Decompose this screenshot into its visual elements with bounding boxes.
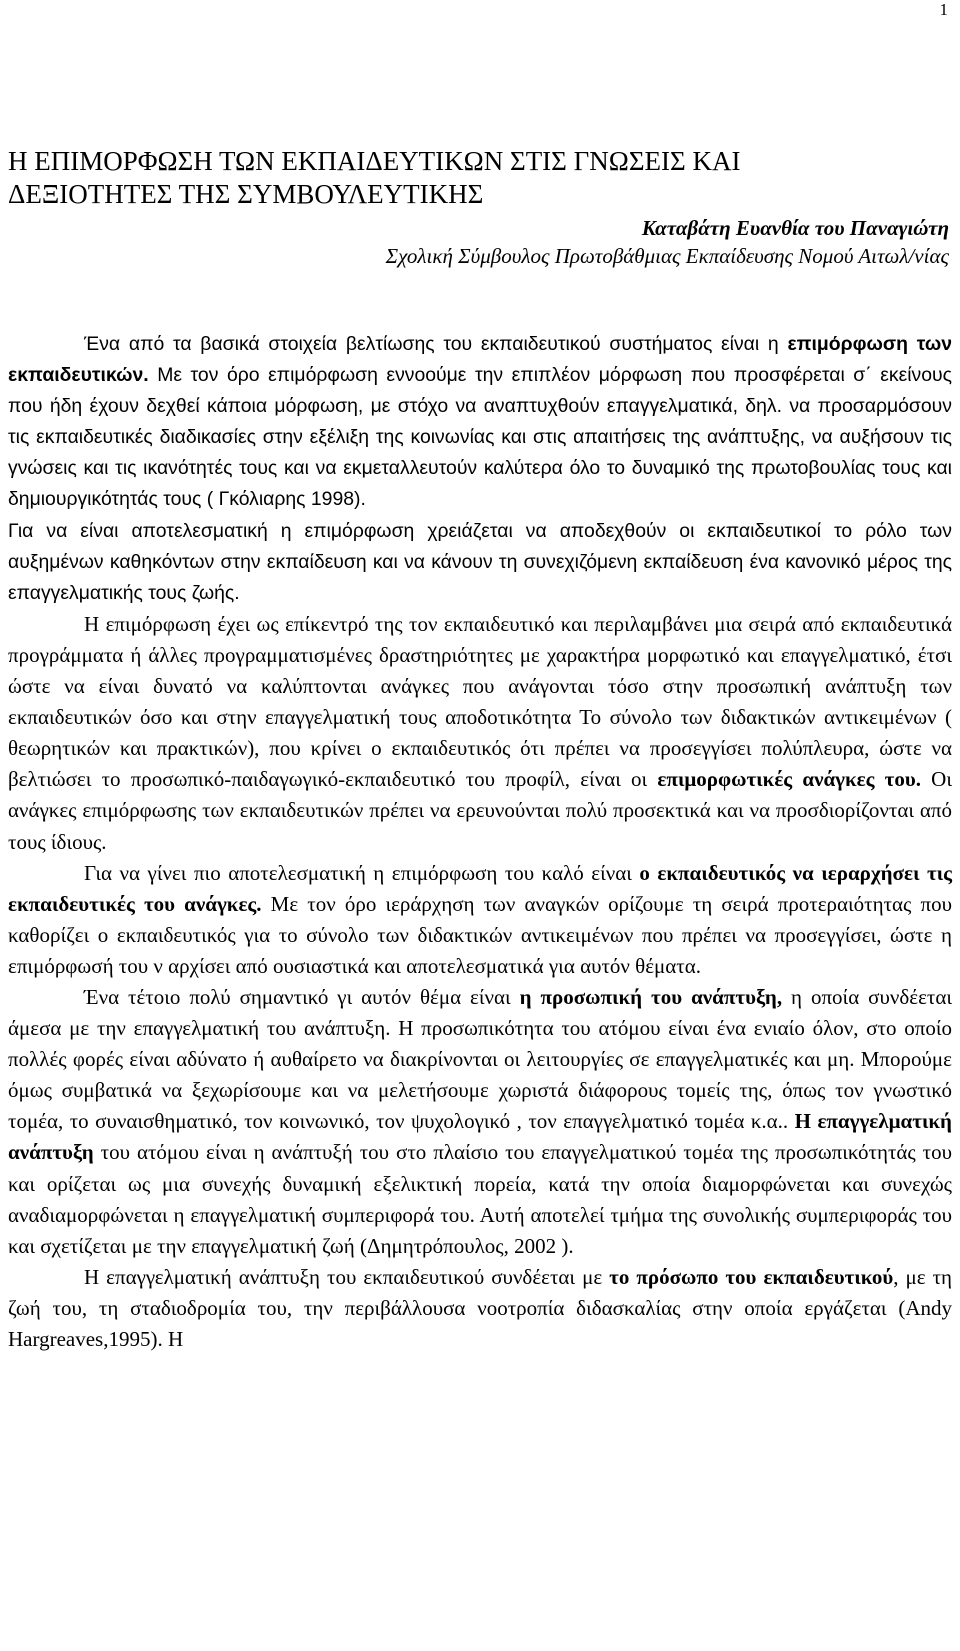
paragraph-3-text-2: Με τον όρο ιεράρχηση των αναγκών ορίζουμε τη σειρά προτεραιότητας που καθορίζει ο εκπαιδευτικός για το σύνολο των διδακτικών αντικειμένων που πρέπει να προσεγγίσει, ώστε η επιμόρφωσή του ν αρχίσει από ουσιαστικά και αποτελεσματικά για αυτόν θέματα.: [8, 891, 952, 978]
paragraph-4-text-1: Ένα τέτοιο πολύ σημαντικό γι αυτόν θέμα είναι: [84, 984, 520, 1009]
author-name: Καταβάτη Ευανθία του Παναγιώτη: [641, 216, 949, 240]
paragraph-4-text-2: η οποία συνδέεται άμεσα με την επαγγελματική του ανάπτυξη. Η προσωπικότητα του ατόμου είναι ένα ενιαίο όλον, στο οποίο πολλές φορές είναι αδύνατο ή αυθαίρετο να διακρίνονται οι λειτουργίες σε επαγγελματικές και μη. Μπορούμε όμως συμβατικά να ξεχωρίσουμε και να μελετήσουμε χωριστά διάφορους τομείς της, όπως τον γνωστικό τομέα, το συναισθηματικό, τον κοινωνικό, τον ψυχολογικό , τον επαγγελματικό τομέα κ.α..: [8, 984, 953, 1134]
title-line-2: ΔΕΞΙΟΤΗΤΕΣ ΤΗΣ ΣΥΜΒΟΥΛΕΥΤΙΚΗΣ: [8, 179, 484, 209]
paragraph-2-emphasis: επιμορφωτικές ανάγκες του.: [657, 767, 921, 792]
paragraph-2-text-1: Η επιμόρφωση έχει ως επίκεντρό της τον εκπαιδευτικό και περιλαμβάνει μια σειρά από εκπαιδευτικά προγράμματα ή άλλες προγραμματισμένες δραστηριότητες με χαρακτήρα μορφωτικό και επαγγελματικό, έτσι ώστε να είναι δυνατό να καλύπτονται ανάγκες που ανάγονται τόσο στην προσωπική ανάπτυξη των εκπαιδευτικών όσο και στην επαγγελματική τους αποδοτικότητα Το σύνολο των διδακτικών αντικειμένων ( θεωρητικών και πρακτικών), που κρίνει ο εκπαιδευτικός ότι πρέπει να προσεγγίσει πολύπλευρα, ώστε να βελτιώσει το προσωπικό-παιδαγωγικό-εκπαιδευτικό του προφίλ, είναι οι: [8, 611, 952, 792]
paragraph-3-emphasis: ο εκπαιδευτικός να ιεραρχήσει τις εκπαιδευτικές του ανάγκες.: [8, 860, 953, 916]
paragraph-2: [8, 609, 952, 858]
document-title: [8, 145, 952, 211]
paragraph-1: [8, 329, 952, 516]
paragraph-1-text-3: Για να είναι αποτελεσματική η επιμόρφωση χρειάζεται να αποδεχθούν οι εκπαιδευτικοί το ρόλο των αυξημένων καθηκόντων στην εκπαίδευση και να κάνουν τη συνεχιζόμενη εκπαίδευση ένα κανονικό μέρος της επαγγελματικής τους ζωής.: [8, 519, 952, 604]
author-affiliation: Σχολική Σύμβουλος Πρωτοβάθμιας Εκπαίδευσης Νομού Αιτωλ/νίας: [385, 244, 949, 268]
paragraph-5: [8, 1262, 952, 1355]
paragraph-1-emphasis: επιμόρφωση των εκπαιδευτικών.: [8, 333, 952, 387]
paragraph-5-text-2: , με τη ζωή του, τη σταδιοδρομία του, την περιβάλλουσα νοοτροπία διδασκαλίας στην οποία εργάζεται (Andy Hargreaves,1995). Η: [8, 1264, 953, 1351]
paragraph-1-continued: [8, 516, 952, 609]
paragraph-4-emphasis-1: η προσωπική του ανάπτυξη,: [519, 984, 783, 1009]
document-body: [8, 145, 952, 1355]
body-text: [8, 329, 952, 1355]
title-line-1: Η ΕΠΙΜΟΡΦΩΣΗ ΤΩΝ ΕΚΠΑΙΔΕΥΤΙΚΩΝ ΣΤΙΣ ΓΝΩΣΕΙΣ ΚΑΙ: [8, 146, 741, 176]
paragraph-3: [8, 858, 952, 982]
paragraph-1-text-2: Με τον όρο επιμόρφωση εννοούμε την επιπλέον μόρφωση που προσφέρεται σ΄ εκείνους που ήδη έχουν δεχθεί κάποια μόρφωση, με στόχο να αναπτυχθούν επαγγελματικά, δηλ. να προσαρμόσουν τις εκπαιδευτικές διαδικασίες στην εξέλιξη της κοινωνίας και στις απαιτήσεις της ανάπτυξης, να αυξήσουν τις γνώσεις και τις ικανότητές τους και να εκμεταλλευτούν καλύτερα όλο το δυναμικό της πρωτοβουλίας τους και δημιουργικότητάς τους ( Γκόλιαρης 1998).: [8, 364, 952, 511]
paragraph-4-emphasis-2: Η επαγγελματική ανάπτυξη: [8, 1109, 952, 1165]
paragraph-3-text-1: Για να γίνει πιο αποτελεσματική η επιμόρφωση του καλό είναι: [84, 860, 640, 885]
paragraph-5-text-1: Η επαγγελματική ανάπτυξη του εκπαιδευτικού συνδέεται με: [84, 1264, 610, 1289]
paragraph-4-text-3: του ατόμου είναι η ανάπτυξή του στο πλαίσιο του επαγγελματικού τομέα της προσωπικότητάς του και ορίζεται ως μια συνεχής δυναμική εξελικτική πορεία, κατά την οποία διαμορφώνεται και συνεχώς αναδιαμορφώνεται η επαγγελματική συμπεριφορά του. Αυτή αποτελεί τμήμα της συνολικής συμπεριφοράς του και σχετίζεται με την επαγγελματική ζωή (Δημητρόπουλος, 2002 ).: [8, 1140, 952, 1258]
paragraph-5-emphasis: το πρόσωπο του εκπαιδευτικού: [609, 1264, 894, 1289]
paragraph-1-text-1: Ένα από τα βασικά στοιχεία βελτίωσης του εκπαιδευτικού συστήματος είναι η: [84, 333, 788, 355]
paragraph-4: [8, 982, 952, 1262]
page-number: 1: [939, 0, 948, 19]
paragraph-2-text-2: Οι ανάγκες επιμόρφωσης των εκπαιδευτικών πρέπει να ερευνούνται πολύ προσεκτικά και να προσδιορίζονται από τους ίδιους.: [8, 767, 953, 854]
